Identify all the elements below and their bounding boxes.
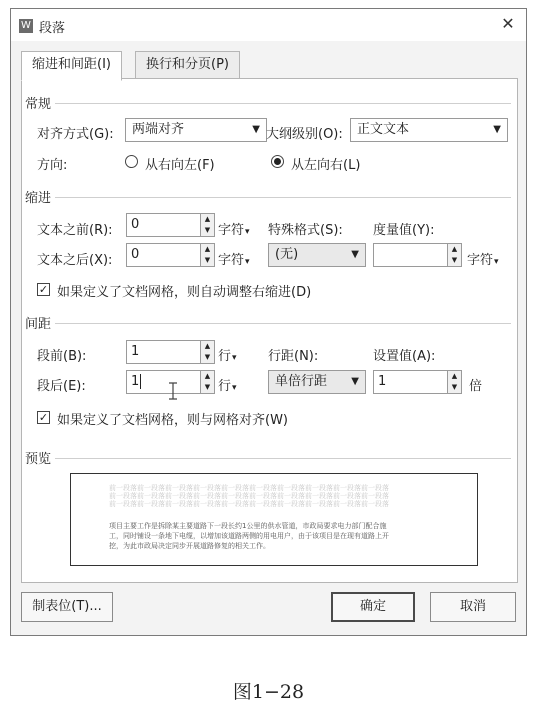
radio-right-to-left-label[interactable]: 从右向左(F) (145, 158, 215, 173)
tab-indent-spacing[interactable]: 缩进和间距(I) (21, 51, 122, 81)
measure-spinner[interactable] (447, 243, 462, 267)
radio-left-to-right[interactable] (271, 155, 284, 168)
unit-dropdown-icon: ▾ (232, 383, 237, 393)
text-caret (140, 374, 141, 389)
section-divider-indent (25, 197, 511, 198)
section-divider-preview (25, 458, 511, 459)
unit-dropdown-icon: ▾ (245, 257, 250, 267)
indent-after-label: 文本之后(X): (37, 253, 113, 268)
alignment-select-value: 两端对齐 (132, 122, 185, 137)
measure-unit[interactable] (467, 249, 499, 268)
indent-before-spinner[interactable] (200, 213, 215, 237)
unit-dropdown-icon: ▾ (245, 227, 250, 237)
setting-value-input[interactable]: 1 (373, 370, 448, 394)
close-icon[interactable]: ✕ (501, 14, 515, 33)
snap-to-grid-label[interactable]: 如果定义了文档网格，则与网格对齐(W) (57, 413, 288, 428)
unit-dropdown-icon: ▾ (232, 353, 237, 363)
section-title-general: 常规 (25, 93, 55, 112)
dropdown-arrow-icon: ▼ (351, 376, 359, 387)
spin-up-icon[interactable]: ▲ (204, 245, 211, 253)
tab-stops-button[interactable]: 制表位(T)... (21, 592, 113, 622)
text-cursor-icon (168, 382, 178, 404)
spin-down-icon[interactable]: ▼ (451, 256, 458, 264)
tab-line-page-breaks[interactable]: 换行和分页(P) (135, 51, 240, 79)
space-after-label: 段后(E): (37, 379, 86, 394)
auto-adjust-right-indent-label[interactable]: 如果定义了文档网格，则自动调整右缩进(D) (57, 285, 312, 300)
spin-down-icon[interactable]: ▼ (204, 256, 211, 264)
space-after-input[interactable] (126, 370, 201, 394)
dropdown-arrow-icon: ▼ (493, 124, 501, 135)
figure-caption: 图1−28 (232, 681, 305, 703)
space-before-label: 段前(B): (37, 349, 87, 364)
space-after-unit[interactable] (218, 375, 237, 394)
indent-before-label: 文本之前(R): (37, 223, 113, 238)
indent-after-input[interactable]: 0 (126, 243, 201, 267)
radio-right-to-left[interactable] (125, 155, 138, 168)
wps-app-icon: W (19, 19, 33, 33)
setting-value-spinner[interactable] (447, 370, 462, 394)
spin-up-icon[interactable]: ▲ (451, 245, 458, 253)
space-before-unit[interactable] (218, 345, 237, 364)
space-after-spinner[interactable] (200, 370, 215, 394)
paragraph-preview (70, 473, 478, 566)
spin-down-icon[interactable]: ▼ (204, 226, 211, 234)
space-before-unit-text: 行 (218, 349, 232, 364)
title-bar (11, 9, 526, 41)
preview-previous-paragraph: 前一段落前一段落前一段落前一段落前一段落前一段落前一段落前一段落前一段落前一段落 (109, 492, 389, 500)
measure-unit-text: 字符 (467, 253, 494, 268)
setting-value-unit: 倍 (469, 379, 483, 394)
ok-button[interactable]: 确定 (331, 592, 415, 622)
spin-down-icon[interactable]: ▼ (204, 383, 211, 391)
preview-previous-paragraph: 前一段落前一段落前一段落前一段落前一段落前一段落前一段落前一段落前一段落前一段落 (109, 484, 389, 492)
preview-current-paragraph: 挖，为此市政局决定同步开展道路修复的相关工作。 (109, 542, 270, 550)
special-format-select-value: (无) (275, 247, 299, 262)
preview-current-paragraph: 工，同时铺设一条地下电缆，以增加该道路两侧的用电用户，由于该项目是在现有道路上开 (109, 532, 389, 540)
section-title-preview: 预览 (25, 448, 55, 467)
spin-up-icon[interactable]: ▲ (204, 342, 211, 350)
space-after-value: 1 (131, 374, 140, 389)
alignment-select[interactable] (125, 118, 267, 142)
dropdown-arrow-icon: ▼ (252, 124, 260, 135)
indent-before-unit[interactable] (218, 219, 250, 238)
space-after-unit-text: 行 (218, 379, 232, 394)
direction-label: 方向: (37, 158, 68, 173)
outline-level-select-value: 正文文本 (357, 122, 410, 137)
line-spacing-label: 行距(N): (268, 349, 319, 364)
space-before-input[interactable]: 1 (126, 340, 201, 364)
auto-adjust-right-indent-checkbox[interactable]: ✓ (38, 283, 49, 296)
outline-level-select[interactable] (350, 118, 508, 142)
section-divider-general (25, 103, 511, 104)
spin-up-icon[interactable]: ▲ (204, 215, 211, 223)
section-divider-spacing (25, 323, 511, 324)
space-before-spinner[interactable] (200, 340, 215, 364)
preview-previous-paragraph: 前一段落前一段落前一段落前一段落前一段落前一段落前一段落前一段落前一段落前一段落 (109, 500, 389, 508)
dropdown-arrow-icon: ▼ (351, 249, 359, 260)
snap-to-grid-checkbox[interactable]: ✓ (38, 411, 49, 424)
indent-before-unit-text: 字符 (218, 223, 245, 238)
measure-label: 度量值(Y): (373, 223, 435, 238)
spin-down-icon[interactable]: ▼ (451, 383, 458, 391)
indent-before-input[interactable]: 0 (126, 213, 201, 237)
line-spacing-select-value: 单倍行距 (275, 374, 328, 389)
indent-after-unit[interactable] (218, 249, 250, 268)
section-title-spacing: 间距 (25, 313, 55, 332)
indent-after-unit-text: 字符 (218, 253, 245, 268)
special-format-label: 特殊格式(S): (268, 223, 343, 238)
alignment-label: 对齐方式(G): (37, 127, 114, 142)
spin-up-icon[interactable]: ▲ (204, 372, 211, 380)
setting-value-label: 设置值(A): (373, 349, 436, 364)
preview-current-paragraph: 项目主要工作是拆除某主要道路下一段长约1公里的供水管道，市政局要求电力部门配合施 (109, 522, 387, 530)
section-title-indent: 缩进 (25, 187, 55, 206)
spin-down-icon[interactable]: ▼ (204, 353, 211, 361)
unit-dropdown-icon: ▾ (494, 257, 499, 267)
paragraph-dialog (10, 8, 527, 636)
spin-up-icon[interactable]: ▲ (451, 372, 458, 380)
special-format-select[interactable] (268, 243, 366, 267)
dialog-title: 段落 (39, 21, 66, 36)
outline-level-label: 大纲级别(O): (266, 127, 343, 142)
line-spacing-select[interactable] (268, 370, 366, 394)
cancel-button[interactable]: 取消 (430, 592, 516, 622)
measure-input[interactable] (373, 243, 448, 267)
radio-left-to-right-label[interactable]: 从左向右(L) (291, 158, 361, 173)
indent-after-spinner[interactable] (200, 243, 215, 267)
